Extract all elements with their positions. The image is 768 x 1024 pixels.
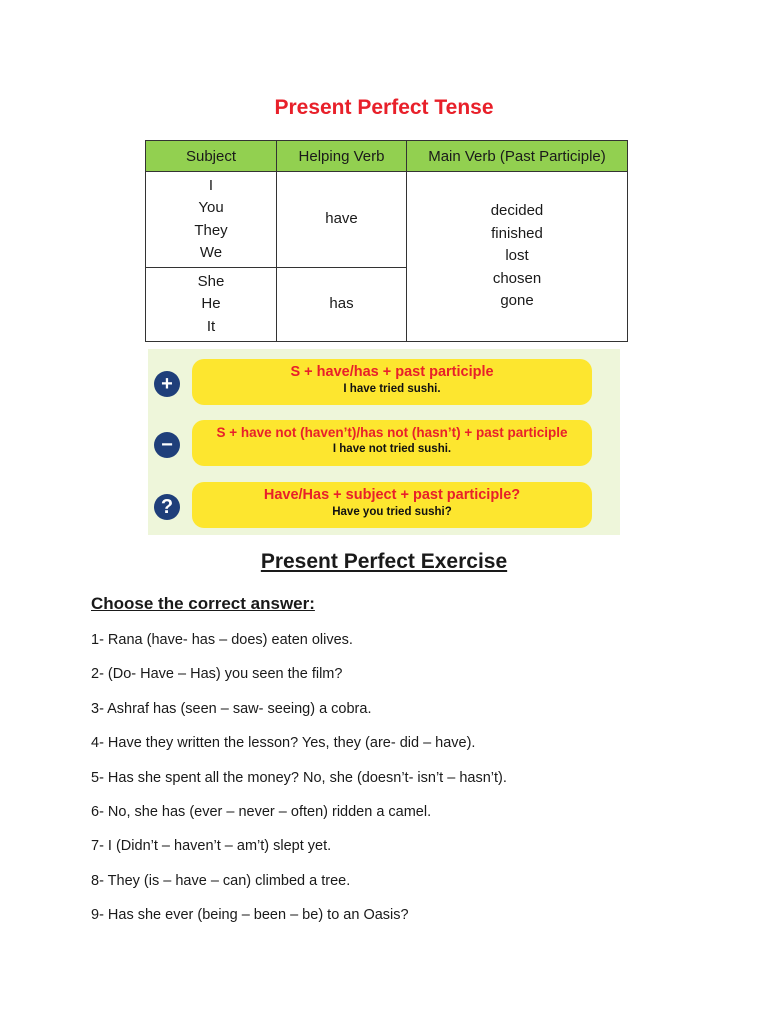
question-item: 2- (Do- Have – Has) you seen the film? [91,666,343,683]
column-header: Helping Verb [277,141,407,172]
exercise-title: Present Perfect Exercise [260,550,508,573]
subject-item: They [194,221,228,239]
main-verb-item: chosen [492,269,542,287]
question-item: 4- Have they written the lesson? Yes, they (are- did – have). [91,735,476,752]
main-verb-item: finished [491,224,543,242]
subject-item: She [197,272,225,290]
table-header-row [146,141,628,172]
tense-table [145,140,628,342]
formula-example: Have you tried sushi? [332,506,452,518]
column-header: Subject [146,141,277,172]
subject-item: I [208,176,214,194]
formula-pill [192,420,592,466]
subject-item: It [206,317,216,335]
formula-rule: S + have not (haven’t)/has not (hasn’t) + past participle [216,425,568,440]
page-title: Present Perfect Tense [274,96,494,119]
plus-icon: + [154,371,180,397]
negative-formula [148,420,620,470]
question-item: 7- I (Didn’t – haven’t – am’t) slept yet. [91,838,332,855]
subject-cell [146,172,277,268]
exercise-instruction: Choose the correct answer: [91,594,315,613]
subject-cell [146,268,277,342]
question-item: 6- No, she has (ever – never – often) ridden a camel. [91,803,432,820]
helping-verb-cell: have [277,172,407,268]
helping-verb-cell: has [277,268,407,342]
question-item: 5- Has she spent all the money? No, she (doesn’t- isn’t – hasn’t). [91,769,507,786]
column-header: Main Verb (Past Participle) [407,141,628,172]
affirmative-formula [148,359,620,409]
main-verb-item: gone [500,292,534,310]
formula-example: I have not tried sushi. [332,443,452,455]
formula-rule: S + have/has + past participle [290,364,494,380]
table-row [146,172,628,268]
formula-rule: Have/Has + subject + past participle? [263,487,521,503]
main-verb-cell [407,172,628,342]
question-item: 3- Ashraf has (seen – saw- seeing) a cobra. [91,700,372,717]
minus-icon: − [154,432,180,458]
main-verb-item: lost [505,247,529,265]
question-item: 1- Rana (have- has – does) eaten olives. [91,632,353,648]
question-item: 8- They (is – have – can) climbed a tree. [91,872,351,889]
formula-pill [192,359,592,405]
subject-item: He [201,295,221,313]
question-formula [148,482,620,532]
question-icon: ? [154,494,180,520]
formula-example: I have tried sushi. [343,383,441,395]
subject-item: We [199,244,223,261]
formula-pill [192,482,592,528]
question-item: 9- Has she ever (being – been – be) to an Oasis? [91,907,409,924]
subject-item: You [198,199,224,216]
main-verb-item: decided [490,202,544,220]
formula-panel [148,349,620,535]
question-list [91,630,507,940]
